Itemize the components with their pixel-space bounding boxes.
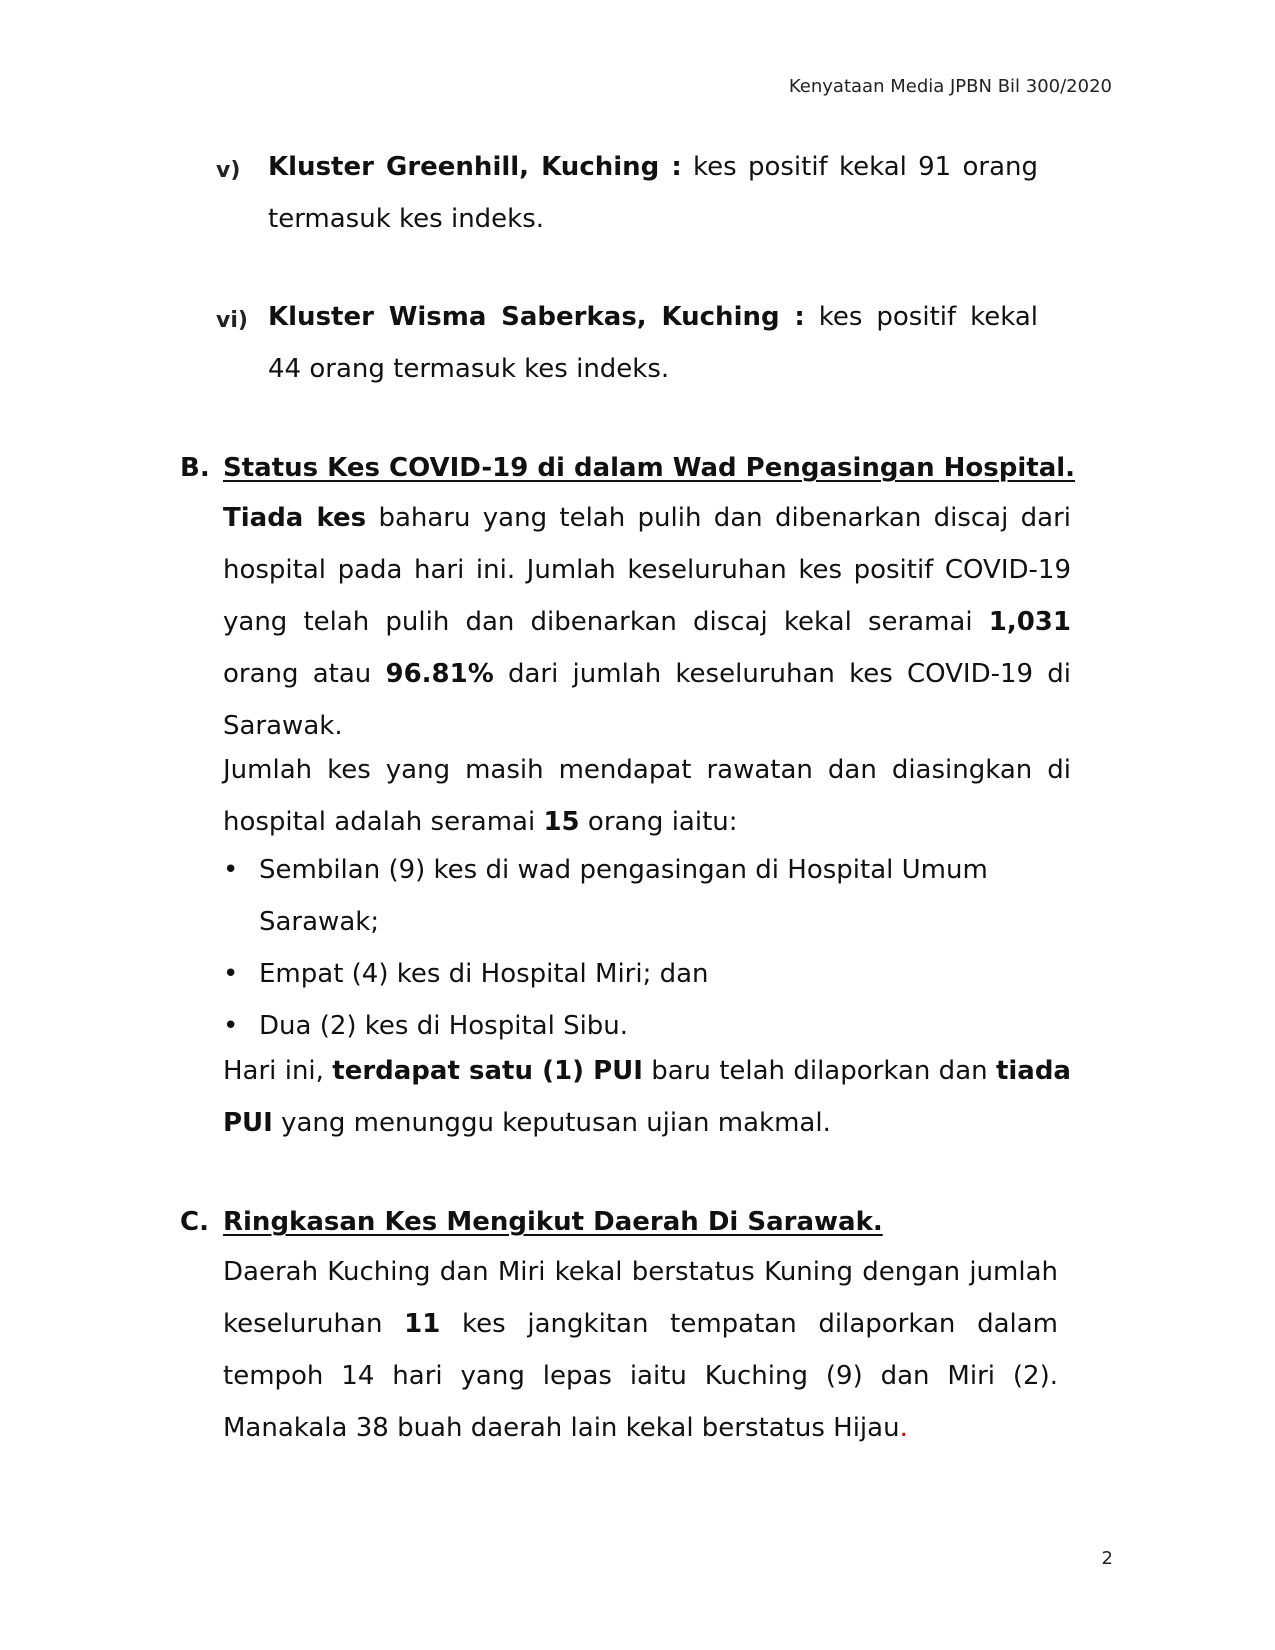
bold-text: Tiada kes (223, 503, 367, 533)
list-item: • Empat (4) kes di Hospital Miri; dan (217, 948, 1097, 1000)
body-text: orang iaitu: (579, 807, 738, 837)
section-b-heading (180, 442, 1080, 494)
item-numeral: v) (216, 158, 241, 183)
body-text: yang menunggu keputusan ujian makmal. (272, 1108, 831, 1138)
section-b-paragraph-3 (223, 1045, 1071, 1149)
body-text: baharu yang telah pulih dan dibenarkan discaj dari hospital pada hari ini. Jumlah keseluruhan kes positif COVID-19 yang telah pulih dan dibenarkan discaj kekal seramai (223, 503, 1071, 637)
item-numeral: vi) (216, 308, 248, 333)
body-text: Daerah Kuching dan Miri kekal berstatus Kuning dengan jumlah keseluruhan (223, 1257, 1058, 1339)
local-case-count: 11 (404, 1309, 441, 1339)
item-text (268, 291, 1038, 395)
bold-text: terdapat satu (1) PUI (332, 1056, 643, 1086)
cluster-detail: kes positif kekal 91 orang (681, 152, 1038, 182)
section-letter: C. (180, 1207, 209, 1237)
recovered-count: 1,031 (988, 607, 1071, 637)
body-text: kes jangkitan tempatan dilaporkan dalam tempoh 14 hari yang lepas iaitu Kuching (9) dan Miri (2). Manakala 38 buah daerah lain kekal berstatus Hijau (223, 1309, 1058, 1443)
section-c-paragraph-1 (223, 1246, 1058, 1454)
cluster-item-wisma-saberkas (216, 291, 1076, 395)
section-c-heading (180, 1196, 1080, 1248)
body-text: dari jumlah keseluruhan kes COVID-19 di Sarawak. (223, 659, 1071, 741)
cluster-detail: kes positif kekal 44 (268, 302, 1038, 384)
section-letter: B. (180, 453, 210, 483)
section-title: Status Kes COVID-19 di dalam Wad Pengasingan Hospital. (223, 453, 1076, 483)
cluster-name: Kluster Greenhill, Kuching : (268, 152, 682, 182)
cluster-detail-cont: termasuk kes indeks. (268, 204, 545, 234)
section-b-paragraph-1 (223, 492, 1071, 752)
page-number: 2 (1101, 1548, 1113, 1569)
body-text: baru telah dilaporkan dan (642, 1056, 996, 1086)
final-period: . (899, 1413, 908, 1443)
body-text: orang atau (223, 659, 386, 689)
page-header: Kenyataan Media JPBN Bil 300/2020 (788, 76, 1112, 97)
cluster-detail-cont: orang termasuk kes indeks. (309, 354, 670, 384)
section-title: Ringkasan Kes Mengikut Daerah Di Sarawak. (223, 1207, 883, 1237)
bold-text: tiada PUI (223, 1056, 1071, 1138)
body-text: Jumlah kes yang masih mendapat rawatan dan diasingkan di hospital adalah seramai (223, 755, 1071, 837)
list-item: • Dua (2) kes di Hospital Sibu. (217, 1000, 1097, 1052)
list-item: • Sembilan (9) kes di wad pengasingan di Hospital Umum Sarawak; (217, 844, 1097, 948)
cluster-name: Kluster Wisma Saberkas, Kuching : (268, 302, 805, 332)
item-text (268, 141, 1038, 245)
recovered-percentage: 96.81% (385, 659, 494, 689)
section-b-paragraph-2 (223, 744, 1071, 848)
active-case-count: 15 (543, 807, 580, 837)
cluster-item-greenhill (216, 141, 1076, 245)
hospital-case-list (217, 844, 1097, 1052)
body-text: Hari ini, (223, 1056, 333, 1086)
